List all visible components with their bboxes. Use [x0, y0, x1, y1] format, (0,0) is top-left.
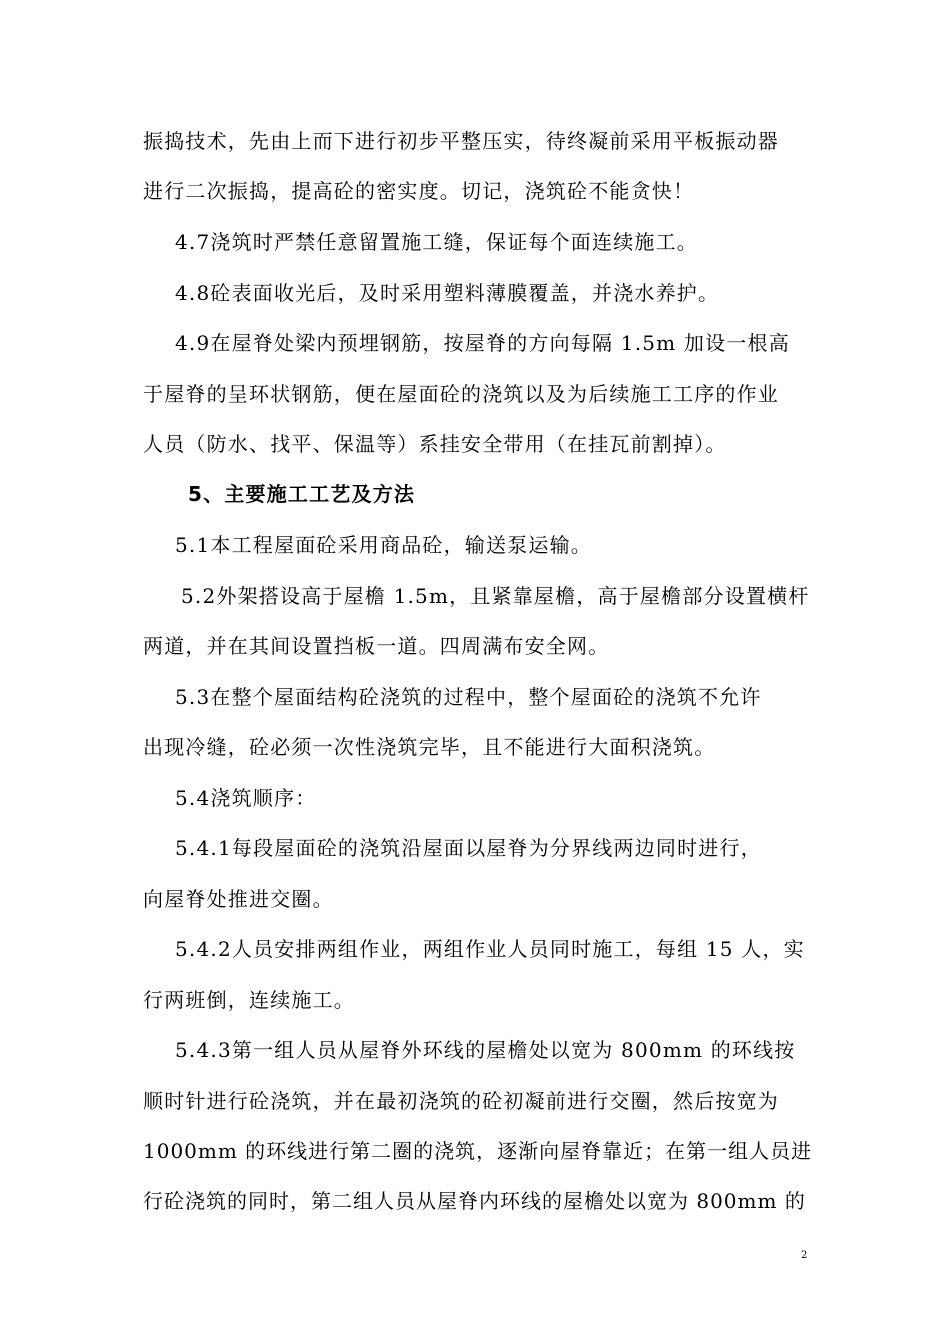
paragraph-line: 向屋脊处推进交圈。 — [143, 887, 334, 911]
paragraph-line: 顺时针进行砼浇筑，并在最初浇筑的砼初凝前进行交圈，然后按宽为 — [143, 1089, 779, 1113]
paragraph-line: 出现冷缝，砼必须一次性浇筑完毕，且不能进行大面积浇筑。 — [143, 735, 716, 759]
section-heading: 5、主要施工工艺及方法 — [188, 482, 416, 506]
paragraph-line: 5.2外架搭设高于屋檐 1.5m，且紧靠屋檐，高于屋檐部分设置横杆 — [181, 584, 810, 608]
paragraph-line: 5.4.1每段屋面砼的浇筑沿屋面以屋脊为分界线两边同时进行， — [175, 836, 762, 860]
paragraph-line: 振捣技术，先由上而下进行初步平整压实，待终凝前采用平板振动器 — [143, 129, 779, 153]
paragraph-line: 进行二次振捣，提高砼的密实度。切记，浇筑砼不能贪快！ — [143, 179, 695, 203]
paragraph-line: 4.7浇筑时严禁任意留置施工缝，保证每个面连续施工。 — [175, 230, 699, 254]
paragraph-line: 1000mm 的环线进行第二圈的浇筑，逐渐向屋脊靠近；在第一组人员进 — [143, 1139, 813, 1163]
paragraph-line: 5.3在整个屋面结构砼浇筑的过程中，整个屋面砼的浇筑不允许 — [175, 685, 762, 709]
paragraph-line: 行砼浇筑的同时，第二组人员从屋脊内环线的屋檐处以宽为 800mm 的 — [143, 1189, 806, 1213]
paragraph-line: 于屋脊的呈环状钢筋，便在屋面砼的浇筑以及为后续施工工序的作业 — [143, 382, 779, 406]
paragraph-line: 4.9在屋脊处梁内预埋钢筋，按屋脊的方向每隔 1.5m 加设一根高 — [175, 331, 790, 355]
page-number: 2 — [801, 1250, 808, 1261]
paragraph-line: 4.8砼表面收光后，及时采用塑料薄膜覆盖，并浇水养护。 — [175, 281, 720, 305]
paragraph-line: 5.1本工程屋面砼采用商品砼，输送泵运输。 — [175, 533, 593, 557]
paragraph-line: 两道，并在其间设置挡板一道。四周满布安全网。 — [143, 634, 610, 658]
paragraph-line: 5.4.2人员安排两组作业，两组作业人员同时施工，每组 15 人，实 — [175, 937, 805, 961]
paragraph-line: 行两班倒，连续施工。 — [143, 988, 355, 1012]
paragraph-line: 5.4.3第一组人员从屋脊外环线的屋檐处以宽为 800mm 的环线按 — [175, 1038, 796, 1062]
paragraph-line: 人员（防水、找平、保温等）系挂安全带用（在挂瓦前割掉）。 — [143, 432, 727, 456]
paragraph-line: 5.4浇筑顺序： — [175, 786, 317, 810]
